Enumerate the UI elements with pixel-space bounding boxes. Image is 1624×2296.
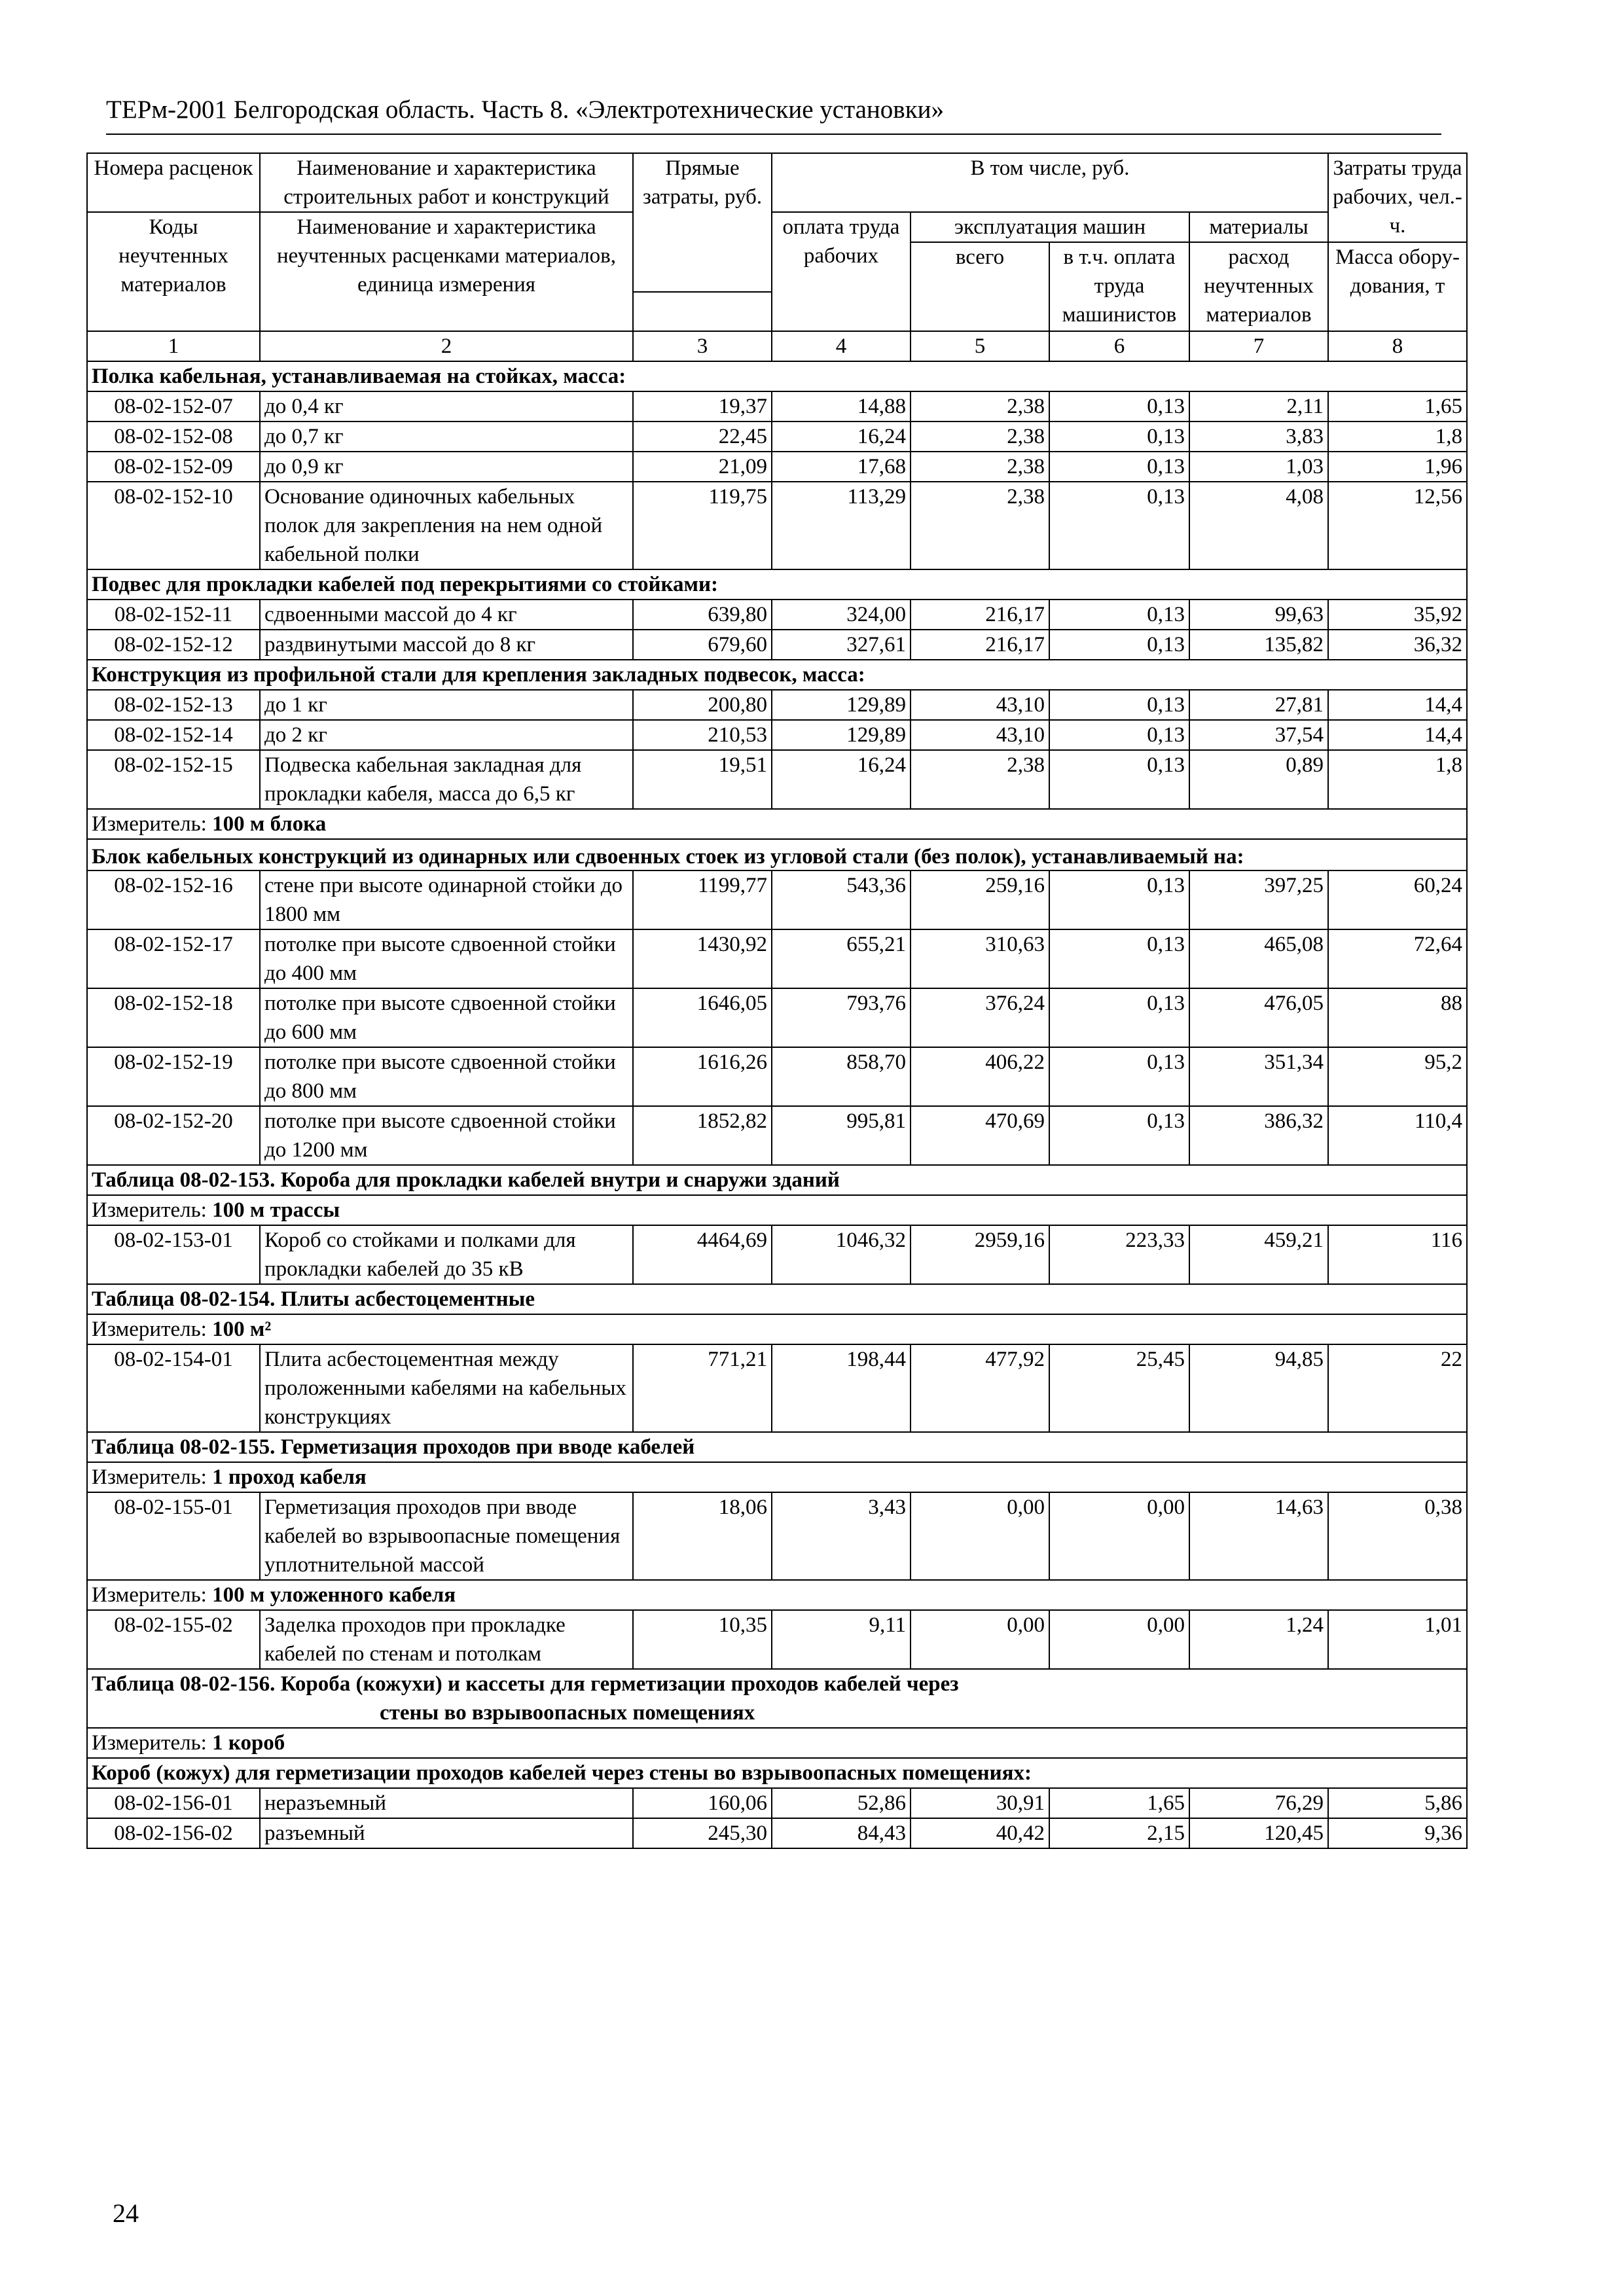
labor-costs: 35,92: [1328, 600, 1467, 630]
measure-label: Измеритель:: [92, 1731, 207, 1755]
rate-name: разъемный: [260, 1818, 633, 1848]
rate-name: до 0,9 кг: [260, 452, 633, 482]
materials-cost: 1,24: [1189, 1610, 1328, 1669]
measure-unit: 100 м трассы: [212, 1198, 340, 1222]
rate-name: потолке при высоте сдвоенной стойки до 400 мм: [260, 929, 633, 988]
rate-code: 08-02-152-11: [87, 600, 260, 630]
worker-pay: 198,44: [772, 1344, 911, 1432]
labor-costs: 5,86: [1328, 1788, 1467, 1818]
measure-line: [87, 1195, 1467, 1225]
worker-pay: 16,24: [772, 750, 911, 809]
rate-code: 08-02-152-09: [87, 452, 260, 482]
rate-name: стене при высоте одинарной стойки до 1800 мм: [260, 870, 633, 929]
materials-cost: 2,11: [1189, 391, 1328, 422]
worker-pay: 793,76: [772, 988, 911, 1047]
machinist-pay: 0,13: [1049, 870, 1189, 929]
machines-total: 0,00: [911, 1610, 1049, 1669]
rate-name: потолке при высоте сдвоенной стойки до 1200 мм: [260, 1106, 633, 1165]
machinist-pay: 0,13: [1049, 988, 1189, 1047]
rate-code: 08-02-152-19: [87, 1047, 260, 1106]
machinist-pay: 25,45: [1049, 1344, 1189, 1432]
measure-label: Измеритель:: [92, 812, 207, 836]
col-header-material-name: Наименование и характеристика неучтенных расценками материалов, единица измерения: [260, 212, 633, 331]
machinist-pay: 1,65: [1049, 1788, 1189, 1818]
direct-costs: 210,53: [633, 720, 772, 750]
labor-costs: 12,56: [1328, 482, 1467, 569]
worker-pay: 995,81: [772, 1106, 911, 1165]
direct-costs: 1852,82: [633, 1106, 772, 1165]
worker-pay: 9,11: [772, 1610, 911, 1669]
section-heading: Полка кабельная, устанавливаемая на стойках, масса:: [87, 361, 1467, 391]
machines-total: 376,24: [911, 988, 1049, 1047]
materials-cost: 94,85: [1189, 1344, 1328, 1432]
rate-name: Заделка проходов при прокладке кабелей по стенам и потолкам: [260, 1610, 633, 1669]
rate-code: 08-02-152-13: [87, 690, 260, 720]
table-row: [87, 600, 1467, 630]
machinist-pay: 0,13: [1049, 391, 1189, 422]
table-row: [87, 870, 1467, 929]
rate-name: сдвоенными массой до 4 кг: [260, 600, 633, 630]
col-header-direct-costs: Прямые затраты, руб.: [633, 153, 772, 292]
rates-table: [86, 152, 1468, 1849]
machines-total: 406,22: [911, 1047, 1049, 1106]
labor-costs: 1,8: [1328, 750, 1467, 809]
labor-costs: 36,32: [1328, 630, 1467, 660]
materials-cost: 37,54: [1189, 720, 1328, 750]
rate-code: 08-02-153-01: [87, 1225, 260, 1284]
machinist-pay: 0,13: [1049, 1106, 1189, 1165]
worker-pay: 129,89: [772, 720, 911, 750]
table-title: Таблица 08-02-153. Короба для прокладки кабелей внутри и снаружи зданий: [87, 1165, 1467, 1195]
rate-code: 08-02-156-01: [87, 1788, 260, 1818]
rate-name: раздвинутыми массой до 8 кг: [260, 630, 633, 660]
table-row: [87, 482, 1467, 569]
table-row: [87, 1047, 1467, 1106]
col-header-including: В том числе, руб.: [772, 153, 1328, 212]
measure-unit: 100 м²: [212, 1318, 272, 1341]
labor-costs: 95,2: [1328, 1047, 1467, 1106]
machines-total: 0,00: [911, 1492, 1049, 1580]
direct-costs: 19,37: [633, 391, 772, 422]
col-header-worker-pay: оплата труда рабочих: [772, 212, 911, 331]
labor-costs: 60,24: [1328, 870, 1467, 929]
col-number: 1: [87, 331, 260, 361]
labor-costs: 116: [1328, 1225, 1467, 1284]
machinist-pay: 0,13: [1049, 600, 1189, 630]
materials-cost: 3,83: [1189, 422, 1328, 452]
machines-total: 259,16: [911, 870, 1049, 929]
measure-label: Измеритель:: [92, 1198, 207, 1222]
table-row: [87, 1344, 1467, 1432]
table-title-line: Таблица 08-02-156. Короба (кожухи) и кассеты для герметизации проходов кабелей через: [92, 1672, 959, 1696]
table-row: [87, 1225, 1467, 1284]
direct-costs: 1430,92: [633, 929, 772, 988]
table-row: [87, 1788, 1467, 1818]
rate-name: Короб со стойками и полками для прокладки кабелей до 35 кВ: [260, 1225, 633, 1284]
worker-pay: 16,24: [772, 422, 911, 452]
worker-pay: 543,36: [772, 870, 911, 929]
rate-code: 08-02-154-01: [87, 1344, 260, 1432]
rate-code: 08-02-152-16: [87, 870, 260, 929]
rate-code: 08-02-152-17: [87, 929, 260, 988]
direct-costs: 21,09: [633, 452, 772, 482]
worker-pay: 1046,32: [772, 1225, 911, 1284]
direct-costs: 1616,26: [633, 1047, 772, 1106]
section-heading: Подвес для прокладки кабелей под перекрытиями со стойками:: [87, 569, 1467, 600]
materials-cost: 4,08: [1189, 482, 1328, 569]
worker-pay: 858,70: [772, 1047, 911, 1106]
rate-code: 08-02-155-02: [87, 1610, 260, 1669]
col-number: 7: [1189, 331, 1328, 361]
col-header-equipment-mass: Масса обору-дования, т: [1328, 242, 1467, 331]
materials-cost: 76,29: [1189, 1788, 1328, 1818]
col-header-materials: материалы: [1189, 212, 1328, 242]
table-row: [87, 1610, 1467, 1669]
table-title-line: стены во взрывоопасных помещениях: [380, 1701, 755, 1725]
col-number: 2: [260, 331, 633, 361]
table-row: [87, 988, 1467, 1047]
materials-cost: 476,05: [1189, 988, 1328, 1047]
labor-costs: 1,65: [1328, 391, 1467, 422]
measure-unit: 1 короб: [212, 1731, 285, 1755]
table-row: [87, 1492, 1467, 1580]
rate-name: потолке при высоте сдвоенной стойки до 600 мм: [260, 988, 633, 1047]
col-header-labor-costs: Затраты труда рабочих, чел.-ч.: [1328, 153, 1467, 242]
col-header-machine-operation: эксплуатация машин: [911, 212, 1189, 242]
col-number: 5: [911, 331, 1049, 361]
machines-total: 477,92: [911, 1344, 1049, 1432]
labor-costs: 110,4: [1328, 1106, 1467, 1165]
measure-line: [87, 809, 1467, 839]
materials-cost: 351,34: [1189, 1047, 1328, 1106]
labor-costs: 22: [1328, 1344, 1467, 1432]
machines-total: 43,10: [911, 720, 1049, 750]
col-number: 4: [772, 331, 911, 361]
table-row: [87, 690, 1467, 720]
materials-cost: 99,63: [1189, 600, 1328, 630]
direct-costs: 200,80: [633, 690, 772, 720]
machinist-pay: 0,13: [1049, 720, 1189, 750]
table-row: [87, 1818, 1467, 1848]
table-row: [87, 1106, 1467, 1165]
direct-costs: 10,35: [633, 1610, 772, 1669]
rate-name: потолке при высоте сдвоенной стойки до 800 мм: [260, 1047, 633, 1106]
measure-line: [87, 1728, 1467, 1758]
machinist-pay: 0,13: [1049, 422, 1189, 452]
direct-costs: 245,30: [633, 1818, 772, 1848]
rate-name: до 2 кг: [260, 720, 633, 750]
col-header-machinist-pay: в т.ч. оплата труда машинистов: [1049, 242, 1189, 331]
machines-total: 2,38: [911, 391, 1049, 422]
rate-code: 08-02-152-20: [87, 1106, 260, 1165]
rate-code: 08-02-152-14: [87, 720, 260, 750]
machinist-pay: 0,13: [1049, 929, 1189, 988]
measure-line: [87, 1580, 1467, 1610]
machinist-pay: 0,13: [1049, 452, 1189, 482]
machines-total: 2,38: [911, 422, 1049, 452]
labor-costs: 14,4: [1328, 690, 1467, 720]
worker-pay: 17,68: [772, 452, 911, 482]
machines-total: 216,17: [911, 630, 1049, 660]
table-title: Таблица 08-02-154. Плиты асбестоцементные: [87, 1284, 1467, 1314]
table-row: [87, 750, 1467, 809]
direct-costs: 679,60: [633, 630, 772, 660]
worker-pay: 324,00: [772, 600, 911, 630]
labor-costs: 14,4: [1328, 720, 1467, 750]
col-header-direct-costs-cont: [633, 292, 772, 331]
rate-code: 08-02-152-18: [87, 988, 260, 1047]
rate-name: до 0,4 кг: [260, 391, 633, 422]
materials-cost: 1,03: [1189, 452, 1328, 482]
direct-costs: 19,51: [633, 750, 772, 809]
page-number: 24: [113, 2198, 139, 2228]
table-row: [87, 452, 1467, 482]
machinist-pay: 0,13: [1049, 482, 1189, 569]
materials-cost: 135,82: [1189, 630, 1328, 660]
worker-pay: 655,21: [772, 929, 911, 988]
measure-line: [87, 1462, 1467, 1492]
col-header-work-name: Наименование и характеристика строительных работ и конструкций: [260, 153, 633, 212]
page-header: ТЕРм-2001 Белгородская область. Часть 8. «Электротехнические установки»: [106, 96, 945, 124]
machines-total: 470,69: [911, 1106, 1049, 1165]
materials-cost: 27,81: [1189, 690, 1328, 720]
machines-total: 40,42: [911, 1818, 1049, 1848]
direct-costs: 160,06: [633, 1788, 772, 1818]
rate-code: 08-02-152-10: [87, 482, 260, 569]
machinist-pay: 223,33: [1049, 1225, 1189, 1284]
col-header-material-codes: Коды неучтенных материалов: [87, 212, 260, 331]
direct-costs: 1199,77: [633, 870, 772, 929]
col-number: 8: [1328, 331, 1467, 361]
col-number: 6: [1049, 331, 1189, 361]
table-row: [87, 720, 1467, 750]
machines-total: 2,38: [911, 482, 1049, 569]
measure-line: [87, 1314, 1467, 1344]
table-title: Таблица 08-02-155. Герметизация проходов при вводе кабелей: [87, 1432, 1467, 1462]
worker-pay: 129,89: [772, 690, 911, 720]
machinist-pay: 0,13: [1049, 690, 1189, 720]
labor-costs: 9,36: [1328, 1818, 1467, 1848]
labor-costs: 1,01: [1328, 1610, 1467, 1669]
rate-code: 08-02-156-02: [87, 1818, 260, 1848]
worker-pay: 113,29: [772, 482, 911, 569]
section-heading: Конструкция из профильной стали для крепления закладных подвесок, масса:: [87, 660, 1467, 690]
machines-total: 2,38: [911, 452, 1049, 482]
machines-total: 43,10: [911, 690, 1049, 720]
rate-name: Основание одиночных кабельных полок для закрепления на нем одной кабельной полки: [260, 482, 633, 569]
machinist-pay: 0,00: [1049, 1492, 1189, 1580]
worker-pay: 14,88: [772, 391, 911, 422]
measure-unit: 100 м уложенного кабеля: [212, 1583, 456, 1607]
machinist-pay: 0,13: [1049, 750, 1189, 809]
labor-costs: 72,64: [1328, 929, 1467, 988]
machines-total: 310,63: [911, 929, 1049, 988]
direct-costs: 639,80: [633, 600, 772, 630]
section-heading: Короб (кожух) для герметизации проходов кабелей через стены во взрывоопасных помещениях:: [87, 1758, 1467, 1788]
materials-cost: 386,32: [1189, 1106, 1328, 1165]
materials-cost: 465,08: [1189, 929, 1328, 988]
measure-unit: 1 проход кабеля: [212, 1465, 367, 1489]
worker-pay: 327,61: [772, 630, 911, 660]
labor-costs: 1,96: [1328, 452, 1467, 482]
machines-total: 2959,16: [911, 1225, 1049, 1284]
materials-cost: 459,21: [1189, 1225, 1328, 1284]
measure-unit: 100 м блока: [212, 812, 327, 836]
worker-pay: 3,43: [772, 1492, 911, 1580]
machinist-pay: 0,13: [1049, 630, 1189, 660]
rate-code: 08-02-152-08: [87, 422, 260, 452]
materials-cost: 14,63: [1189, 1492, 1328, 1580]
rate-name: неразъемный: [260, 1788, 633, 1818]
materials-cost: 397,25: [1189, 870, 1328, 929]
machines-total: 30,91: [911, 1788, 1049, 1818]
machines-total: 2,38: [911, 750, 1049, 809]
direct-costs: 18,06: [633, 1492, 772, 1580]
machines-total: 216,17: [911, 600, 1049, 630]
direct-costs: 771,21: [633, 1344, 772, 1432]
direct-costs: 4464,69: [633, 1225, 772, 1284]
worker-pay: 84,43: [772, 1818, 911, 1848]
direct-costs: 119,75: [633, 482, 772, 569]
table-row: [87, 929, 1467, 988]
materials-cost: 120,45: [1189, 1818, 1328, 1848]
table-row: [87, 630, 1467, 660]
section-heading: Блок кабельных конструкций из одинарных или сдвоенных стоек из угловой стали (без полок), устанавливаемый на:: [87, 839, 1467, 870]
worker-pay: 52,86: [772, 1788, 911, 1818]
materials-cost: 0,89: [1189, 750, 1328, 809]
rate-code: 08-02-155-01: [87, 1492, 260, 1580]
rate-name: Плита асбестоцементная между проложенными кабелями на кабельных конструкциях: [260, 1344, 633, 1432]
rate-name: Герметизация проходов при вводе кабелей во взрывоопасные помещения уплотнительной массой: [260, 1492, 633, 1580]
rate-name: до 0,7 кг: [260, 422, 633, 452]
rate-name: до 1 кг: [260, 690, 633, 720]
rate-code: 08-02-152-15: [87, 750, 260, 809]
labor-costs: 1,8: [1328, 422, 1467, 452]
direct-costs: 22,45: [633, 422, 772, 452]
table-row: [87, 422, 1467, 452]
machinist-pay: 2,15: [1049, 1818, 1189, 1848]
col-header-machines-total: всего: [911, 242, 1049, 331]
machinist-pay: 0,13: [1049, 1047, 1189, 1106]
header-rule: [106, 134, 1441, 135]
direct-costs: 1646,05: [633, 988, 772, 1047]
col-header-unaccounted-materials: расход неучтенных материалов: [1189, 242, 1328, 331]
labor-costs: 88: [1328, 988, 1467, 1047]
machinist-pay: 0,00: [1049, 1610, 1189, 1669]
measure-label: Измеритель:: [92, 1465, 207, 1489]
rate-name: Подвеска кабельная закладная для прокладки кабеля, масса до 6,5 кг: [260, 750, 633, 809]
table-row: [87, 391, 1467, 422]
labor-costs: 0,38: [1328, 1492, 1467, 1580]
measure-label: Измеритель:: [92, 1583, 207, 1607]
col-header-rate-numbers: Номера расценок: [87, 153, 260, 212]
measure-label: Измеритель:: [92, 1318, 207, 1341]
rate-code: 08-02-152-07: [87, 391, 260, 422]
table-title: [87, 1669, 1467, 1728]
col-number: 3: [633, 331, 772, 361]
rate-code: 08-02-152-12: [87, 630, 260, 660]
